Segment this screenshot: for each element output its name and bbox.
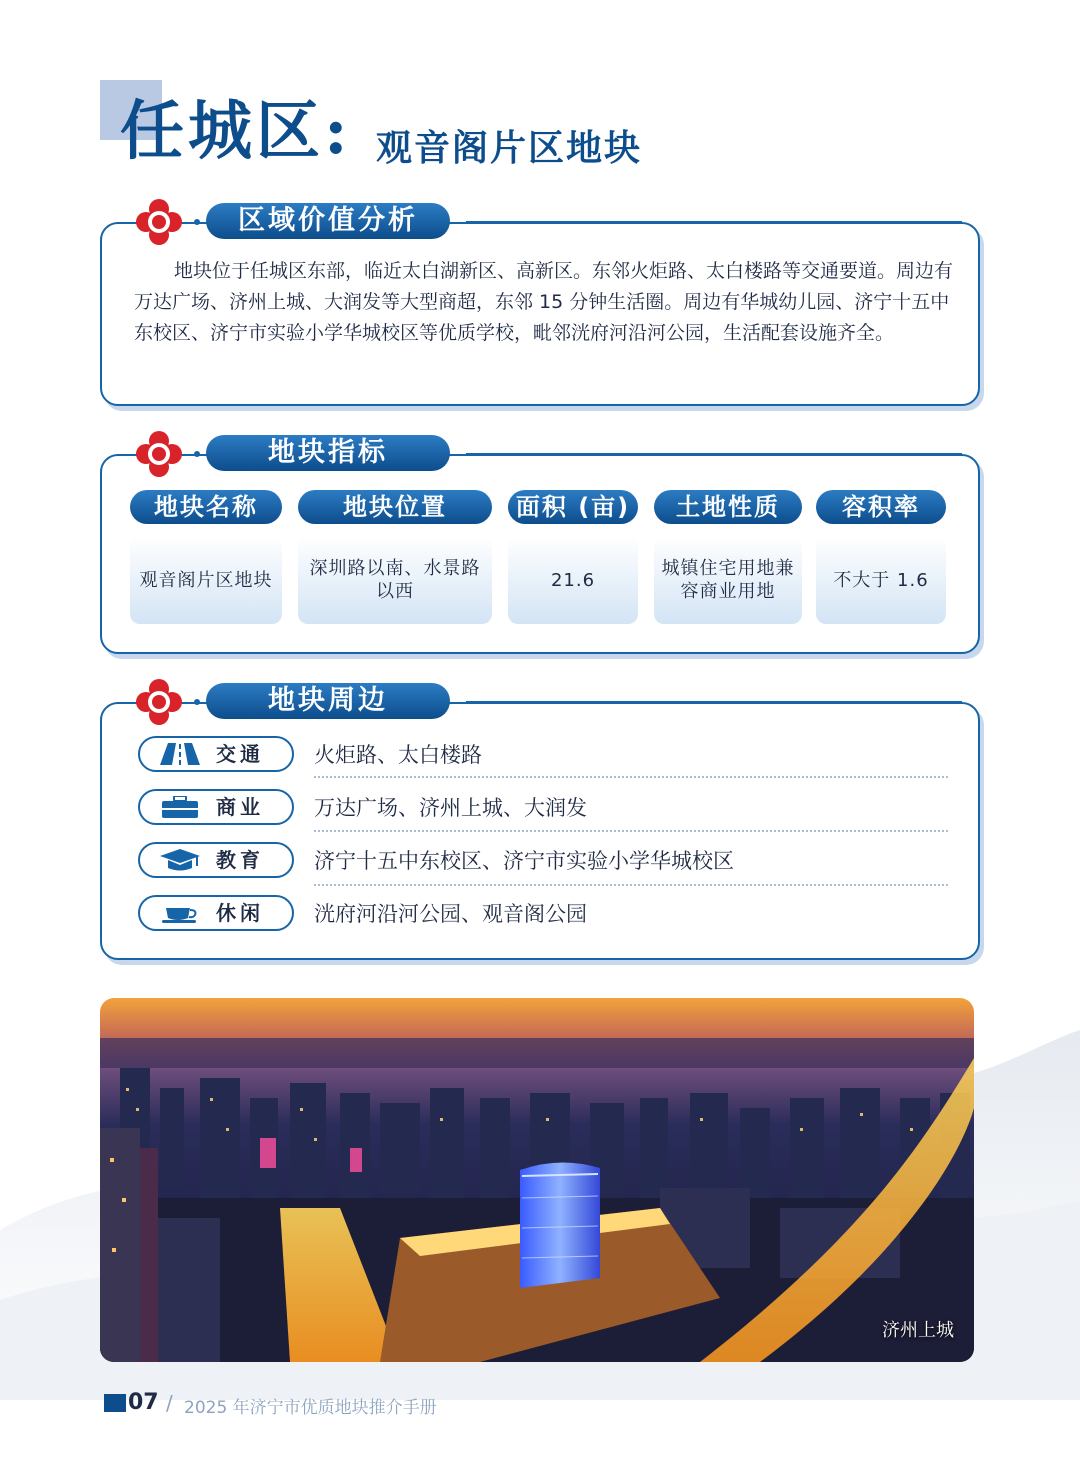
surrounding-value: 济宁十五中东校区、济宁市实验小学华城校区 — [314, 849, 734, 873]
col-header-area: 面积 (亩) — [508, 490, 638, 524]
footer-separator: / — [166, 1391, 173, 1415]
section-title: 地块指标 — [206, 435, 450, 471]
page-number: 07 — [128, 1390, 159, 1415]
dotted-separator — [314, 884, 948, 886]
flower-ornament-icon — [134, 677, 184, 727]
dotted-separator — [314, 830, 948, 832]
surrounding-label: 休闲 — [216, 901, 264, 925]
ornament-dot — [194, 699, 200, 705]
ornament-dot — [194, 219, 200, 225]
city-night-photo — [100, 998, 974, 1362]
surrounding-value: 万达广场、济州上城、大润发 — [314, 796, 587, 820]
page-title: 任城区: — [120, 94, 352, 169]
cell-plot-location: 深圳路以南、水景路以西 — [298, 536, 492, 624]
graduation-cap-icon — [160, 849, 200, 871]
surrounding-transport — [138, 736, 294, 772]
col-header-plot-ratio: 容积率 — [816, 490, 946, 524]
photo-caption: 济州上城 — [882, 1320, 954, 1341]
surrounding-label: 交通 — [216, 742, 264, 766]
surrounding-value: 火炬路、太白楼路 — [314, 743, 482, 767]
cell-area: 21.6 — [508, 536, 638, 624]
cell-plot-name: 观音阁片区地块 — [130, 536, 282, 624]
col-header-land-use: 土地性质 — [654, 490, 802, 524]
ornament-dot — [194, 451, 200, 457]
section-divider-line — [466, 453, 962, 455]
night-skyline-illustration — [100, 998, 974, 1362]
footer-title: 2025 年济宁市优质地块推介手册 — [184, 1398, 437, 1418]
section-title: 区域价值分析 — [206, 203, 450, 239]
briefcase-icon — [160, 796, 200, 818]
section-title: 地块周边 — [206, 683, 450, 719]
cell-land-use: 城镇住宅用地兼容商业用地 — [654, 536, 802, 624]
surrounding-education — [138, 842, 294, 878]
coffee-cup-icon — [160, 902, 200, 924]
surrounding-business — [138, 789, 294, 825]
region-description: 地块位于任城区东部，临近太白湖新区、高新区。东邻火炬路、太白楼路等交通要道。周边有万达广场、济州上城、大润发等大型商超，东邻 15 分钟生活圈。周边有华城幼儿园、济宁十五中东校区、济宁市实验小学华城校区等优质学校，毗邻洸府河沿河公园，生活配套设施齐全。 — [134, 260, 954, 344]
footer-accent-block — [104, 1394, 126, 1412]
section-divider-line — [466, 701, 962, 703]
dotted-separator — [314, 776, 948, 778]
col-header-plot-name: 地块名称 — [130, 490, 282, 524]
col-header-plot-location: 地块位置 — [298, 490, 492, 524]
page-subtitle: 观音阁片区地块 — [376, 128, 643, 169]
surrounding-label: 教育 — [216, 848, 264, 872]
surrounding-value: 洸府河沿河公园、观音阁公园 — [314, 902, 587, 926]
road-icon — [160, 743, 200, 765]
cell-plot-ratio: 不大于 1.6 — [816, 536, 946, 624]
flower-ornament-icon — [134, 197, 184, 247]
flower-ornament-icon — [134, 429, 184, 479]
surrounding-label: 商业 — [216, 795, 264, 819]
surrounding-leisure — [138, 895, 294, 931]
section-divider-line — [466, 221, 962, 223]
